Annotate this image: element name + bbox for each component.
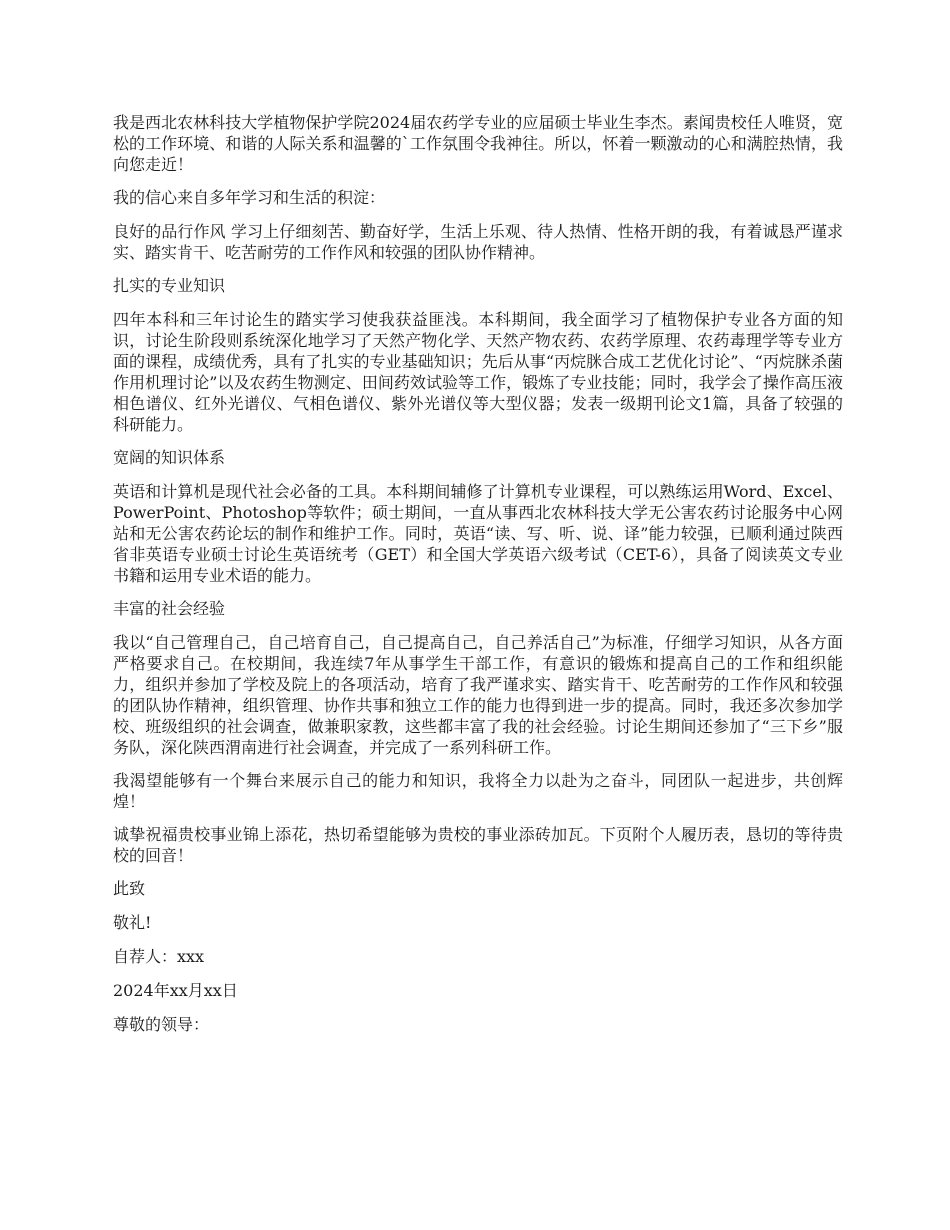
paragraph-knowledge-system: 英语和计算机是现代社会必备的工具。本科期间辅修了计算机专业课程，可以熟练运用Word、Excel、PowerPoint、Photoshop等软件；硕士期间，一直从事西北农林科技大学无公害农药讨论服务中心网站和无公害农药论坛的制作和维护工作。同时，英语“读、写、听、说、译”能力较强，已顺利通过陕西省非英语专业硕士讨论生英语统考（GET）和全国大学英语六级考试（CET-6），具备了阅读英文专业书籍和运用专业术语的能力。 xyxy=(113,482,843,585)
paragraph-character: 良好的品行作风 学习上仔细刻苦、勤奋好学，生活上乐观、待人热情、性格开朗的我，有着诚恳严谨求实、踏实肯干、吃苦耐劳的工作作风和较强的团队协作精神。 xyxy=(113,222,843,262)
paragraph-confidence: 我的信心来自多年学习和生活的积淀： xyxy=(113,188,386,207)
paragraph-professional-knowledge: 四年本科和三年讨论生的踏实学习使我获益匪浅。本科期间，我全面学习了植物保护专业各方面的知识，讨论生阶段则系统深化地学习了天然产物化学、天然产物农药、农药学原理、农药毒理学等专业方面的课程，成绩优秀，具有了扎实的专业基础知识；先后从事“丙烷脒合成工艺优化讨论”、“丙烷脒杀菌作用机理讨论”以及农药生物测定、田间药效试验等工作，锻炼了专业技能；同时，我学会了操作高压液相色谱仪、红外光谱仪、气相色谱仪、紫外光谱仪等大型仪器；发表一级期刊论文1篇，具备了较强的科研能力。 xyxy=(113,310,843,434)
closing-salutation: 此致 xyxy=(113,879,146,898)
paragraph-wishes: 诚挚祝福贵校事业锦上添花，热切希望能够为贵校的事业添砖加瓦。下页附个人履历表，恳切的等待贵校的回音！ xyxy=(113,825,843,865)
closing-regards: 敬礼! xyxy=(113,913,152,932)
date-line: 2024年xx月xx日 xyxy=(113,981,238,1000)
greeting-line: 尊敬的领导： xyxy=(113,1015,210,1034)
document-page xyxy=(113,112,843,1048)
paragraph-aspiration: 我渴望能够有一个舞台来展示自己的能力和知识，我将全力以赴为之奋斗，同团队一起进步，共创辉煌！ xyxy=(113,771,843,811)
heading-social-experience: 丰富的社会经验 xyxy=(113,599,226,618)
heading-professional-knowledge: 扎实的专业知识 xyxy=(113,276,226,295)
paragraph-intro: 我是西北农林科技大学植物保护学院2024届农药学专业的应届硕士毕业生李杰。素闻贵校任人唯贤，宽松的工作环境、和谐的人际关系和温馨的`工作氛围令我神往。所以，怀着一颗激动的心和满腔热情，我向您走近！ xyxy=(113,113,843,174)
heading-knowledge-system: 宽阔的知识体系 xyxy=(113,448,226,467)
paragraph-social-experience: 我以“自己管理自己，自己培育自己，自己提高自己，自己养活自己”为标准，仔细学习知识，从各方面严格要求自己。在校期间，我连续7年从事学生干部工作，有意识的锻炼和提高自己的工作和组织能力，组织并参加了学校及院上的各项活动，培育了我严谨求实、踏实肯干、吃苦耐劳的工作作风和较强的团队协作精神，组织管理、协作共事和独立工作的能力也得到进一步的提高。同时，我还多次参加学校、班级组织的社会调查，做兼职家教，这些都丰富了我的社会经验。讨论生期间还参加了“三下乡”服务队，深化陕西渭南进行社会调查，并完成了一系列科研工作。 xyxy=(113,633,843,757)
signature-line: 自荐人：xxx xyxy=(113,947,205,966)
